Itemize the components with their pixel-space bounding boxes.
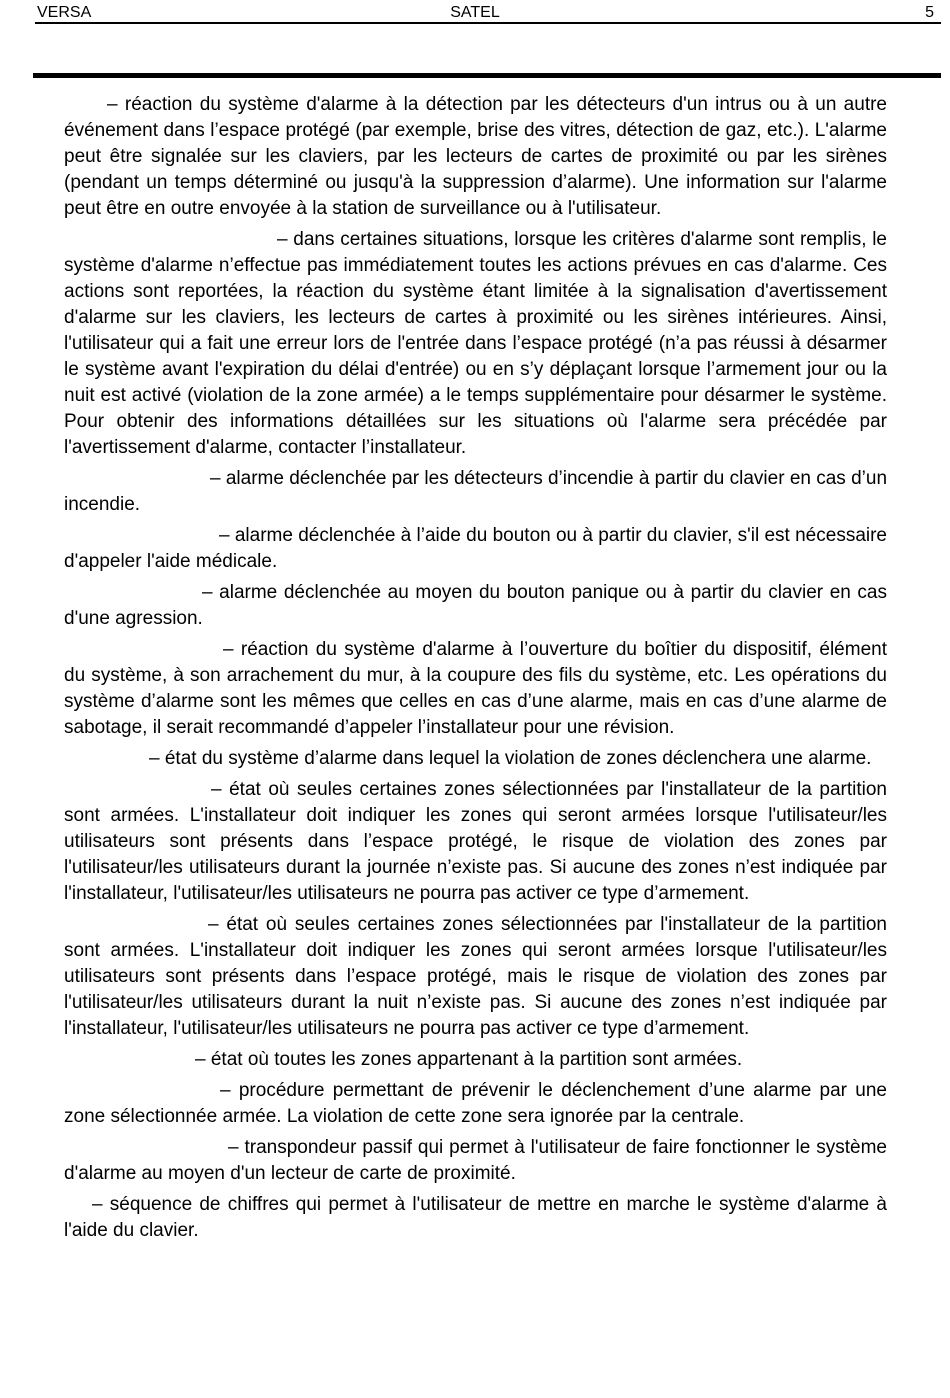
header-brand-name: SATEL xyxy=(450,4,500,21)
definition-paragraph: – état où seules certaines zones sélectionnées par l'installateur de la partition sont armées. L'installateur doit indiquer les zones qui seront armées lorsque l'utilisateur/les utilisateurs sont présents dans l’espace protégé, le risque de violation des zones par l'utilisateur/les utilisateurs durant la journée n’existe pas. Si aucune des zones n’est indiquée par l'installateur, l'utilisateur/les utilisateurs ne pourra pas activer ce type d’armement. xyxy=(64,779,887,904)
definition-paragraph: – procédure permettant de prévenir le déclenchement d’une alarme par une zone sélectionnée armée. La violation de cette zone sera ignorée par la centrale. xyxy=(64,1080,887,1127)
definition-paragraph: – état où seules certaines zones sélectionnées par l'installateur de la partition sont armées. L'installateur doit indiquer les zones qui seront armées lorsque l'utilisateur/les utilisateurs sont présents dans l’espace protégé, mais le risque de violation des zones par l'utilisateur/les utilisateurs durant la nuit n’existe pas. Si aucune des zones n’est indiquée par l'installateur, l'utilisateur/les utilisateurs ne pourra pas activer ce type d’armement. xyxy=(64,914,887,1039)
definition-paragraph: – transpondeur passif qui permet à l'utilisateur de faire fonctionner le système d'alarme au moyen d'un lecteur de carte de proximité. xyxy=(64,1137,887,1184)
definition-paragraph: – état du système d’alarme dans lequel la violation de zones déclenchera une alarme. xyxy=(149,748,872,769)
header-product-name: VERSA xyxy=(37,4,92,21)
page-header xyxy=(0,0,950,22)
definition-paragraph: – séquence de chiffres qui permet à l'utilisateur de mettre en marche le système d'alarme à l'aide du clavier. xyxy=(64,1194,887,1241)
definition-paragraph: – état où toutes les zones appartenant à la partition sont armées. xyxy=(195,1049,743,1070)
header-rule xyxy=(35,22,941,24)
definition-paragraph: – réaction du système d'alarme à la détection par les détecteurs d'un intrus ou à un autre événement dans l’espace protégé (par exemple, brise des vitres, détection de gaz, etc.). L'alarme peut être signalée sur les claviers, par les lecteurs de cartes de proximité ou par les sirènes (pendant un temps déterminé ou jusqu'à la suppression d’alarme). Une information sur l'alarme peut être en outre envoyée à la station de surveillance ou à l'utilisateur. xyxy=(64,94,887,219)
definition-paragraph: – alarme déclenchée par les détecteurs d’incendie à partir du clavier en cas d’un incendie. xyxy=(64,468,888,515)
header-page-number: 5 xyxy=(925,4,934,21)
definitions-list xyxy=(0,78,950,1244)
definition-paragraph: – alarme déclenchée à l’aide du bouton ou à partir du clavier, s'il est nécessaire d'appeler l'aide médicale. xyxy=(64,525,887,572)
definition-paragraph: – réaction du système d'alarme à l’ouverture du boîtier du dispositif, élément du système, à son arrachement du mur, à la coupure des fils du système, etc. Les opérations du système d’alarme sont les mêmes que celles en cas d’une alarme, mais en cas d’une alarme de sabotage, il serait recommandé d’appeler l’installateur pour une révision. xyxy=(64,639,887,738)
definition-paragraph: – alarme déclenchée au moyen du bouton panique ou à partir du clavier en cas d'une agression. xyxy=(64,582,887,629)
definition-paragraph: – dans certaines situations, lorsque les critères d'alarme sont remplis, le système d'alarme n’effectue pas immédiatement toutes les actions prévues en cas d'alarme. Ces actions sont reportées, la réaction du système étant limitée à la signalisation d'avertissement d'alarme sur les claviers, les lecteurs de cartes à proximité ou les sirènes intérieures. Ainsi, l'utilisateur qui a fait une erreur lors de l'entrée dans l’espace protégé (n’a pas réussi à désarmer le système avant l'expiration du délai d'entrée) ou en s’y déplaçant lorsque l’armement jour ou la nuit est activé (violation de la zone armée) a le temps supplémentaire pour désarmer le système. Pour obtenir des informations détaillées sur les situations où l'alarme sera précédée par l'avertissement d'alarme, contacter l’installateur. xyxy=(64,229,887,458)
